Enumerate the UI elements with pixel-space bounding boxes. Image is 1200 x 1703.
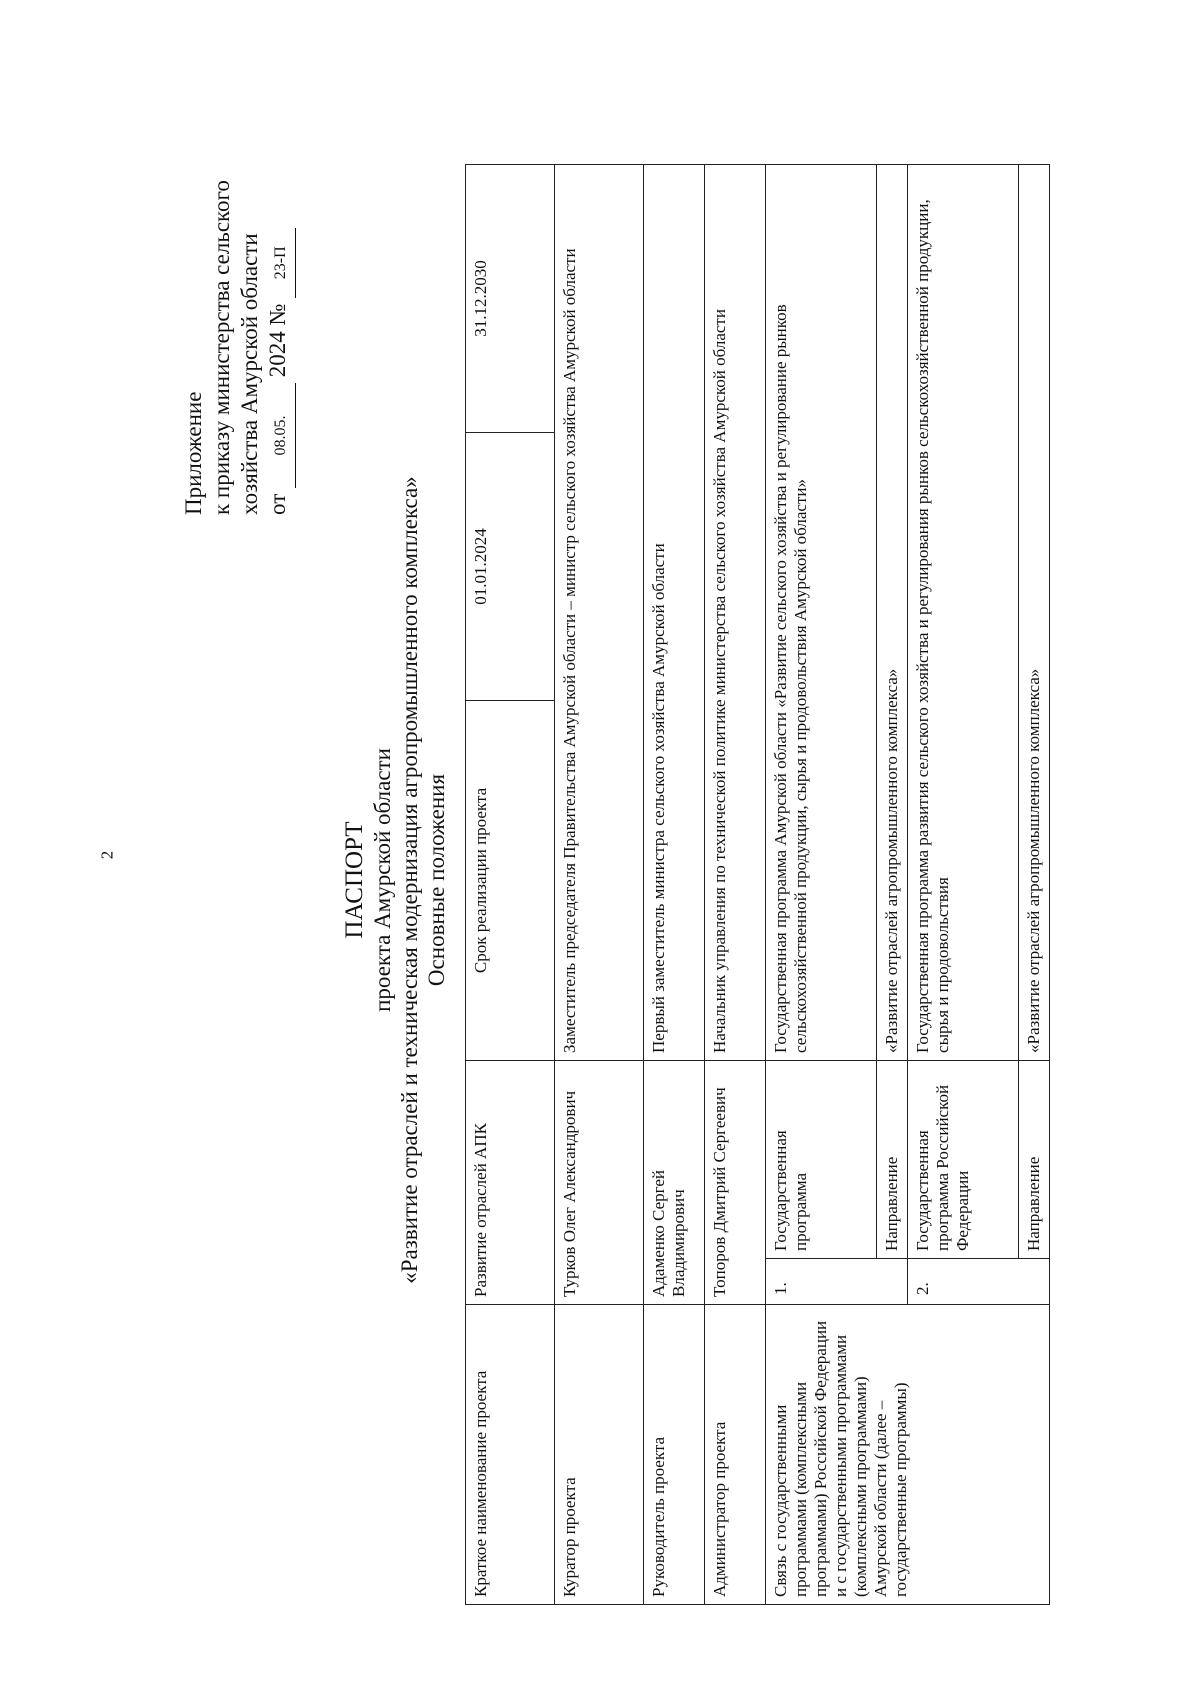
period-start: 01.01.2024 xyxy=(466,432,555,700)
curator-position: Заместитель председателя Правительства Амурской области – министр сельского хозяйства Амурской области xyxy=(555,164,644,1060)
period-label: Срок реализации проекта xyxy=(466,700,555,1060)
curator-label: Куратор проекта xyxy=(555,1305,644,1605)
direction-1-value: «Развитие отраслей агропромышленного комплекса» xyxy=(877,164,908,1060)
program-2-number: 2. xyxy=(908,1259,1050,1305)
appendix-block xyxy=(180,95,296,515)
appendix-title: Приложение xyxy=(181,391,206,515)
program-2-value: Государственная программа развития сельского хозяйства и регулирования рынков сельскохозяйственной продукции, сырья и продовольствия xyxy=(908,164,1019,1060)
table-row-curator xyxy=(555,164,644,1604)
passport-table xyxy=(465,164,1050,1605)
administrator-position: Начальник управления по технической политике министерства сельского хозяйства Амурской области xyxy=(705,164,766,1060)
short-name-value: Развитие отраслей АПК xyxy=(466,1060,555,1304)
program-2-label: Государственная программа Российской Федерации xyxy=(908,1060,1019,1258)
order-date: 08.05. xyxy=(264,383,296,488)
administrator-name: Топоров Дмитрий Сергеевич xyxy=(705,1060,766,1304)
head-name: Адаменко Сергей Владимирович xyxy=(644,1060,705,1304)
rotated-page-content xyxy=(160,140,1100,1620)
number-label: № xyxy=(265,303,290,326)
table-row-administrator xyxy=(705,164,766,1604)
from-label: от xyxy=(265,493,290,515)
curator-name: Турков Олег Александрович xyxy=(555,1060,644,1304)
appendix-line-1: к приказу министерства сельского xyxy=(209,180,234,515)
table-row-program-1 xyxy=(766,164,877,1604)
head-position: Первый заместитель министра сельского хозяйства Амурской области xyxy=(644,164,705,1060)
program-1-number: 1. xyxy=(766,1259,908,1305)
order-year: 2024 xyxy=(265,331,290,378)
appendix-line-2: хозяйства Амурской области xyxy=(237,233,262,515)
document-subtitle: проекта Амурской области xyxy=(370,748,395,1012)
document-heading xyxy=(340,140,451,1620)
page-number: 2 xyxy=(97,850,117,860)
section-title: Основные положения xyxy=(424,773,449,987)
table-row-head xyxy=(644,164,705,1604)
project-name: «Развитие отраслей и техническая модернизация агропромышленного комплекса» xyxy=(397,476,422,1284)
document-title: ПАСПОРТ xyxy=(341,821,368,939)
administrator-label: Администратор проекта xyxy=(705,1305,766,1605)
program-1-value: Государственная программа Амурской области «Развитие сельского хозяйства и регулирование рынков сельскохозяйственной продукции, сырья и продовольствия Амурской области» xyxy=(766,164,877,1060)
table-row-short-name xyxy=(466,164,555,1604)
period-end: 31.12.2030 xyxy=(466,164,555,432)
short-name-label: Краткое наименование проекта xyxy=(466,1305,555,1605)
links-label: Связь с государственными программами (комплексными программами) Российской Федерации и с государственными программами (комплексными программами) Амурской области (далее – государственные программы) xyxy=(766,1305,1050,1605)
program-1-label: Государственная программа xyxy=(766,1060,877,1258)
head-label: Руководитель проекта xyxy=(644,1305,705,1605)
direction-2-value: «Развитие отраслей агропромышленного комплекса» xyxy=(1019,164,1050,1060)
appendix-date-line xyxy=(264,95,296,515)
direction-1-label: Направление xyxy=(877,1060,908,1258)
order-number: 23-П xyxy=(264,228,296,298)
direction-2-label: Направление xyxy=(1019,1060,1050,1258)
